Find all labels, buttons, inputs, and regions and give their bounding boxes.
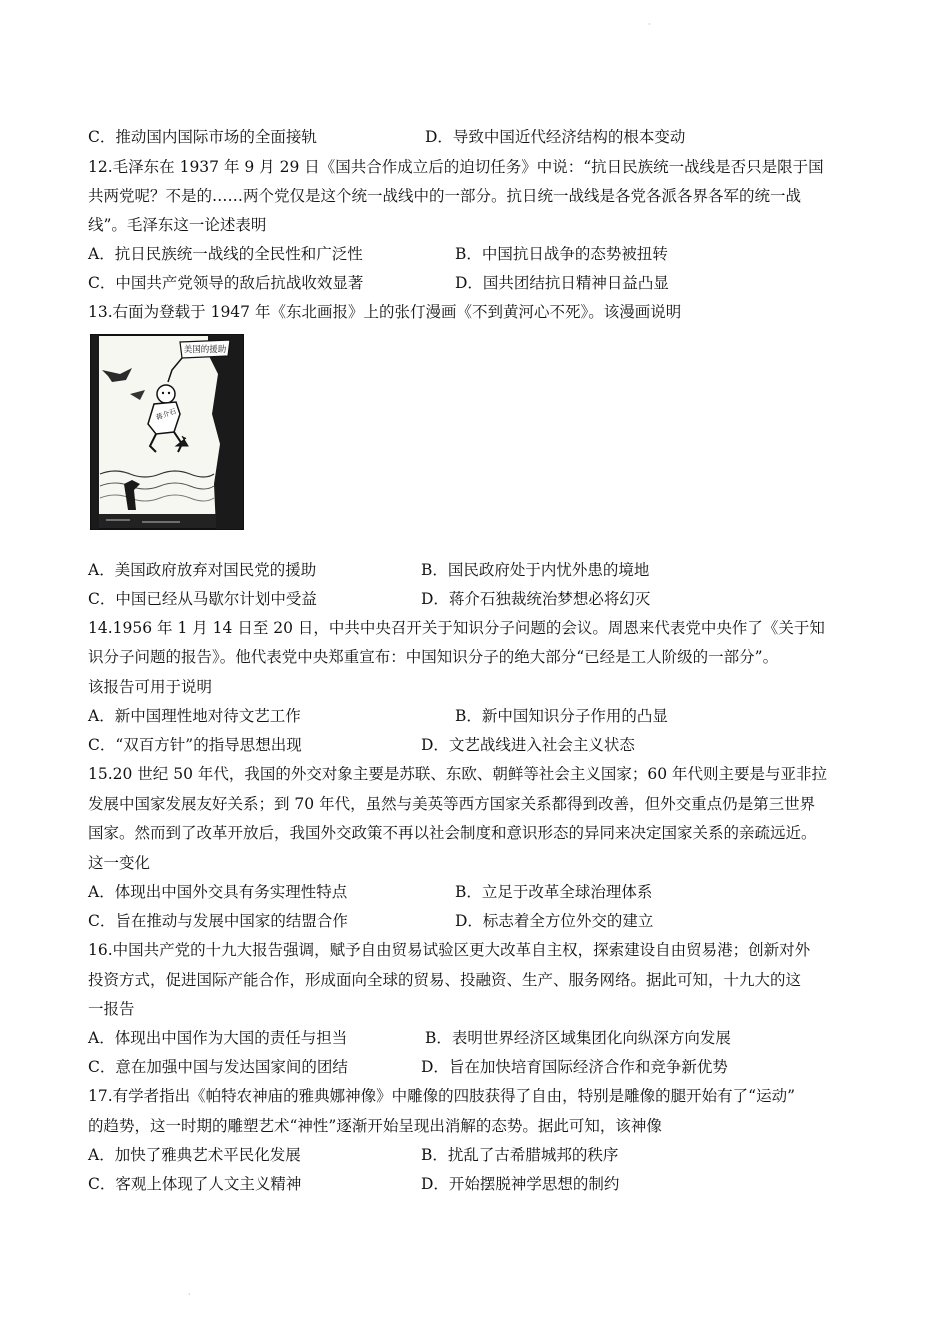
- q14-option-a: A．新中国理性地对待文艺工作: [88, 707, 301, 725]
- q12-option-a: A．抗日民族统一战线的全民性和广泛性: [88, 245, 363, 263]
- q17-stem-line-1: 17.有学者指出《帕特农神庙的雅典娜神像》中雕像的四肢获得了自由，特别是雕像的腿开始有了“运动”: [88, 1087, 796, 1105]
- q14-option-c: C．“双百方针”的指导思想出现: [88, 736, 302, 754]
- q16-option-b: B．表明世界经济区域集团化向纵深方向发展: [425, 1029, 731, 1047]
- q14-stem-line-1: 14.1956 年 1 月 14 日至 20 日，中共中央召开关于知识分子问题的会议。周恩来代表党中央作了《关于知: [88, 619, 825, 637]
- q11-option-d: D．导致中国近代经济结构的根本变动: [425, 128, 686, 146]
- q12-option-c: C．中国共产党领导的敌后抗战收效显著: [88, 274, 364, 292]
- q13-option-b: B．国民政府处于内忧外患的境地: [421, 561, 650, 579]
- q17-stem-line-2: 的趋势，这一时期的雕塑艺术“神性”逐渐开始呈现出消解的态势。据此可知，该神像: [88, 1117, 662, 1135]
- q13-option-d: D．蒋介石独裁统治梦想必将幻灭: [421, 590, 651, 608]
- q14-stem-line-3: 该报告可用于说明: [88, 678, 213, 696]
- cartoon-figure-head: [157, 385, 175, 403]
- q15-stem-line-2: 发展中国家发展友好关系；到 70 年代，虽然与美英等西方国家关系都得到改善，但外交重点仍是第三世界: [88, 795, 816, 813]
- q13-option-a: A．美国政府放弃对国民党的援助: [88, 561, 317, 579]
- q15-stem-line-3: 国家。然而到了改革开放后，我国外交政策不再以社会制度和意识形态的异同来决定国家关系的亲疏远近。: [88, 824, 817, 842]
- q16-option-a: A．体现出中国作为大国的责任与担当: [88, 1029, 348, 1047]
- q12-stem-line-3: 线”。毛泽东这一论述表明: [88, 216, 267, 234]
- q15-stem-line-1: 15.20 世纪 50 年代，我国的外交对象主要是苏联、东欧、朝鲜等社会主义国家；60 年代则主要是与亚非拉: [88, 765, 828, 783]
- q15-option-d: D．标志着全方位外交的建立: [455, 912, 654, 930]
- cartoon-banner-label: 美国的援助: [183, 345, 227, 355]
- page-mark: ·: [648, 20, 651, 29]
- q12-option-d: D．国共团结抗日精神日益凸显: [455, 274, 669, 292]
- page-mark: ·: [188, 1290, 191, 1299]
- q15-option-b: B．立足于改革全球治理体系: [455, 883, 653, 901]
- q17-option-b: B．扰乱了古希腊城邦的秩序: [421, 1146, 619, 1164]
- q17-option-d: D．开始摆脱神学思想的制约: [421, 1175, 620, 1193]
- cartoon-image: [90, 334, 244, 530]
- q13-option-c: C．中国已经从马歇尔计划中受益: [88, 590, 317, 608]
- q14-stem-line-2: 识分子问题的报告》。他代表党中央郑重宣布：中国知识分子的绝大部分“已经是工人阶级的一部分”。: [88, 648, 779, 666]
- q11-option-c: C．推动国内国际市场的全面接轨: [88, 128, 317, 146]
- cartoon-figure-label: 蒋介石: [154, 407, 178, 422]
- q17-option-c: C．客观上体现了人文主义精神: [88, 1175, 302, 1193]
- q16-stem-line-3: 一报告: [88, 1000, 135, 1018]
- q17-option-a: A．加快了雅典艺术平民化发展: [88, 1146, 301, 1164]
- q15-option-a: A．体现出中国外交具有务实理性特点: [88, 883, 348, 901]
- q16-stem-line-1: 16.中国共产党的十九大报告强调，赋予自由贸易试验区更大改革自主权，探索建设自由贸易港；创新对外: [88, 941, 811, 959]
- q14-option-d: D．文艺战线进入社会主义状态: [421, 736, 635, 754]
- q15-option-c: C．旨在推动与发展中国家的结盟合作: [88, 912, 348, 930]
- q12-stem-line-1: 12.毛泽东在 1937 年 9 月 29 日《国共合作成立后的迫切任务》中说：“抗日民族统一战线是否只是限于国: [88, 158, 824, 176]
- q12-option-b: B．中国抗日战争的态势被扭转: [455, 245, 668, 263]
- q16-option-c: C．意在加强中国与发达国家间的团结: [88, 1058, 348, 1076]
- cartoon-left-border: [91, 335, 99, 529]
- q16-option-d: D．旨在加快培育国际经济合作和竞争新优势: [421, 1058, 728, 1076]
- q15-stem-line-4: 这一变化: [88, 854, 151, 872]
- q14-option-b: B．新中国知识分子作用的凸显: [455, 707, 668, 725]
- q16-stem-line-2: 投资方式，促进国际产能合作，形成面向全球的贸易、投融资、生产、服务网络。据此可知，十九大的这: [88, 971, 802, 989]
- q12-stem-line-2: 共两党呢？不是的……两个党仅是这个统一战线中的一部分。抗日统一战线是各党各派各界各军的统一战: [88, 187, 802, 205]
- q13-stem-line-1: 13.右面为登载于 1947 年《东北画报》上的张仃漫画《不到黄河心不死》。该漫画说明: [88, 303, 682, 321]
- cartoon-ground: [99, 514, 216, 528]
